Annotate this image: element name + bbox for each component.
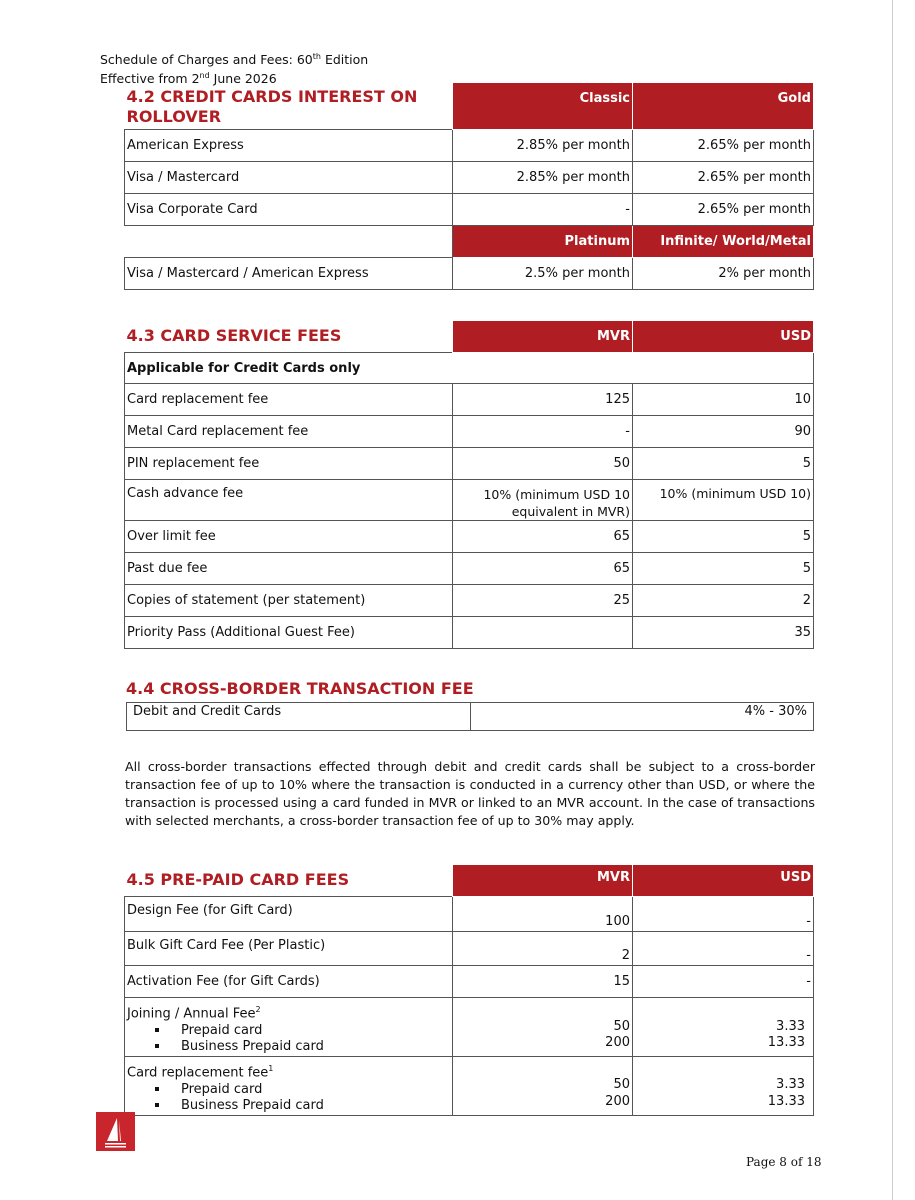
list-item: Business Prepaid card — [127, 1098, 450, 1115]
sail-logo-icon — [96, 1112, 135, 1151]
list-item: Prepaid card — [127, 1082, 450, 1099]
section-title-4-4: 4.4 CROSS-BORDER TRANSACTION FEE — [126, 679, 474, 698]
bank-logo — [96, 1112, 135, 1151]
table-row: Joining / Annual Fee$^2$ Prepaid card Business Prepaid card 50 200 3.33 13.33 — [125, 998, 814, 1057]
table-row: Visa / Mastercard 2.85% per month 2.65% per month — [125, 162, 814, 194]
table-row: Over limit fee 65 5 — [125, 521, 814, 553]
col-header-usd: USD — [633, 321, 814, 353]
table-row: Card replacement fee$^1$ Prepaid card Business Prepaid card 50 200 3.33 13.33 — [125, 1056, 814, 1115]
table-row: Visa Corporate Card - 2.65% per month — [125, 194, 814, 226]
col-header-usd: USD — [633, 865, 814, 897]
header-edition: Schedule of Charges and Fees: 60th Edition — [100, 52, 369, 68]
col-header-gold: Gold — [633, 83, 814, 130]
col-header-infinite: Infinite/ World/Metal — [633, 226, 814, 258]
replacement-fee-label: Card replacement fee$^1$ — [127, 1063, 274, 1081]
subheader-credit-only: Applicable for Credit Cards only — [125, 353, 814, 384]
table-row: Priority Pass (Additional Guest Fee) 35 — [125, 617, 814, 649]
table-row: Copies of statement (per statement) 25 2 — [125, 585, 814, 617]
table-row: Activation Fee (for Gift Cards) 15 - — [125, 966, 814, 998]
table-row: Visa / Mastercard / American Express 2.5% per month 2% per month — [125, 258, 814, 290]
table-row: American Express 2.85% per month 2.65% per month — [125, 130, 814, 162]
page-number: Page 8 of 18 — [746, 1155, 822, 1169]
section-title-4-2: 4.2 CREDIT CARDS INTEREST ON ROLLOVER — [126, 87, 418, 126]
table-prepaid-card-fees — [124, 864, 814, 1116]
cross-border-paragraph: All cross-border transactions effected through debit and credit cards shall be subject to a cross-border transaction fee of up to 10% where the transaction is conducted in a currency other than USD, or where the transaction is processed using a card funded in MVR or linked to an MVR account. In the case of transactions with selected merchants, a cross-border transaction fee of up to 30% may apply. — [125, 759, 815, 828]
table-row: Metal Card replacement fee - 90 — [125, 416, 814, 448]
list-item: Business Prepaid card — [127, 1039, 450, 1056]
col-header-mvr: MVR — [453, 321, 633, 353]
table-card-service-fees — [124, 320, 814, 649]
col-header-classic: Classic — [453, 83, 633, 130]
table-credit-card-interest — [124, 82, 814, 290]
section-title-4-5: 4.5 PRE-PAID CARD FEES — [126, 870, 350, 890]
table-row: Bulk Gift Card Fee (Per Plastic) 2 - — [125, 932, 814, 966]
table-row: Card replacement fee 125 10 — [125, 384, 814, 416]
joining-fee-label: Joining / Annual Fee$^2$ — [127, 1005, 261, 1022]
col-header-platinum: Platinum — [453, 226, 633, 258]
table-row: Design Fee (for Gift Card) 100 - — [125, 897, 814, 932]
table-row: Debit and Credit Cards 4% - 30% — [127, 703, 814, 731]
table-row: PIN replacement fee 50 5 — [125, 448, 814, 480]
table-row: Past due fee 65 5 — [125, 553, 814, 585]
col-header-mvr: MVR — [453, 865, 633, 897]
table-cross-border-fee — [126, 702, 814, 731]
header-effective-date: Effective from 2nd June 2026 — [100, 71, 277, 87]
table-row: Cash advance fee 10% (minimum USD 10 equivalent in MVR) 10% (minimum USD 10) — [125, 480, 814, 521]
section-title-4-3: 4.3 CARD SERVICE FEES — [126, 326, 342, 346]
list-item: Prepaid card — [127, 1023, 450, 1040]
